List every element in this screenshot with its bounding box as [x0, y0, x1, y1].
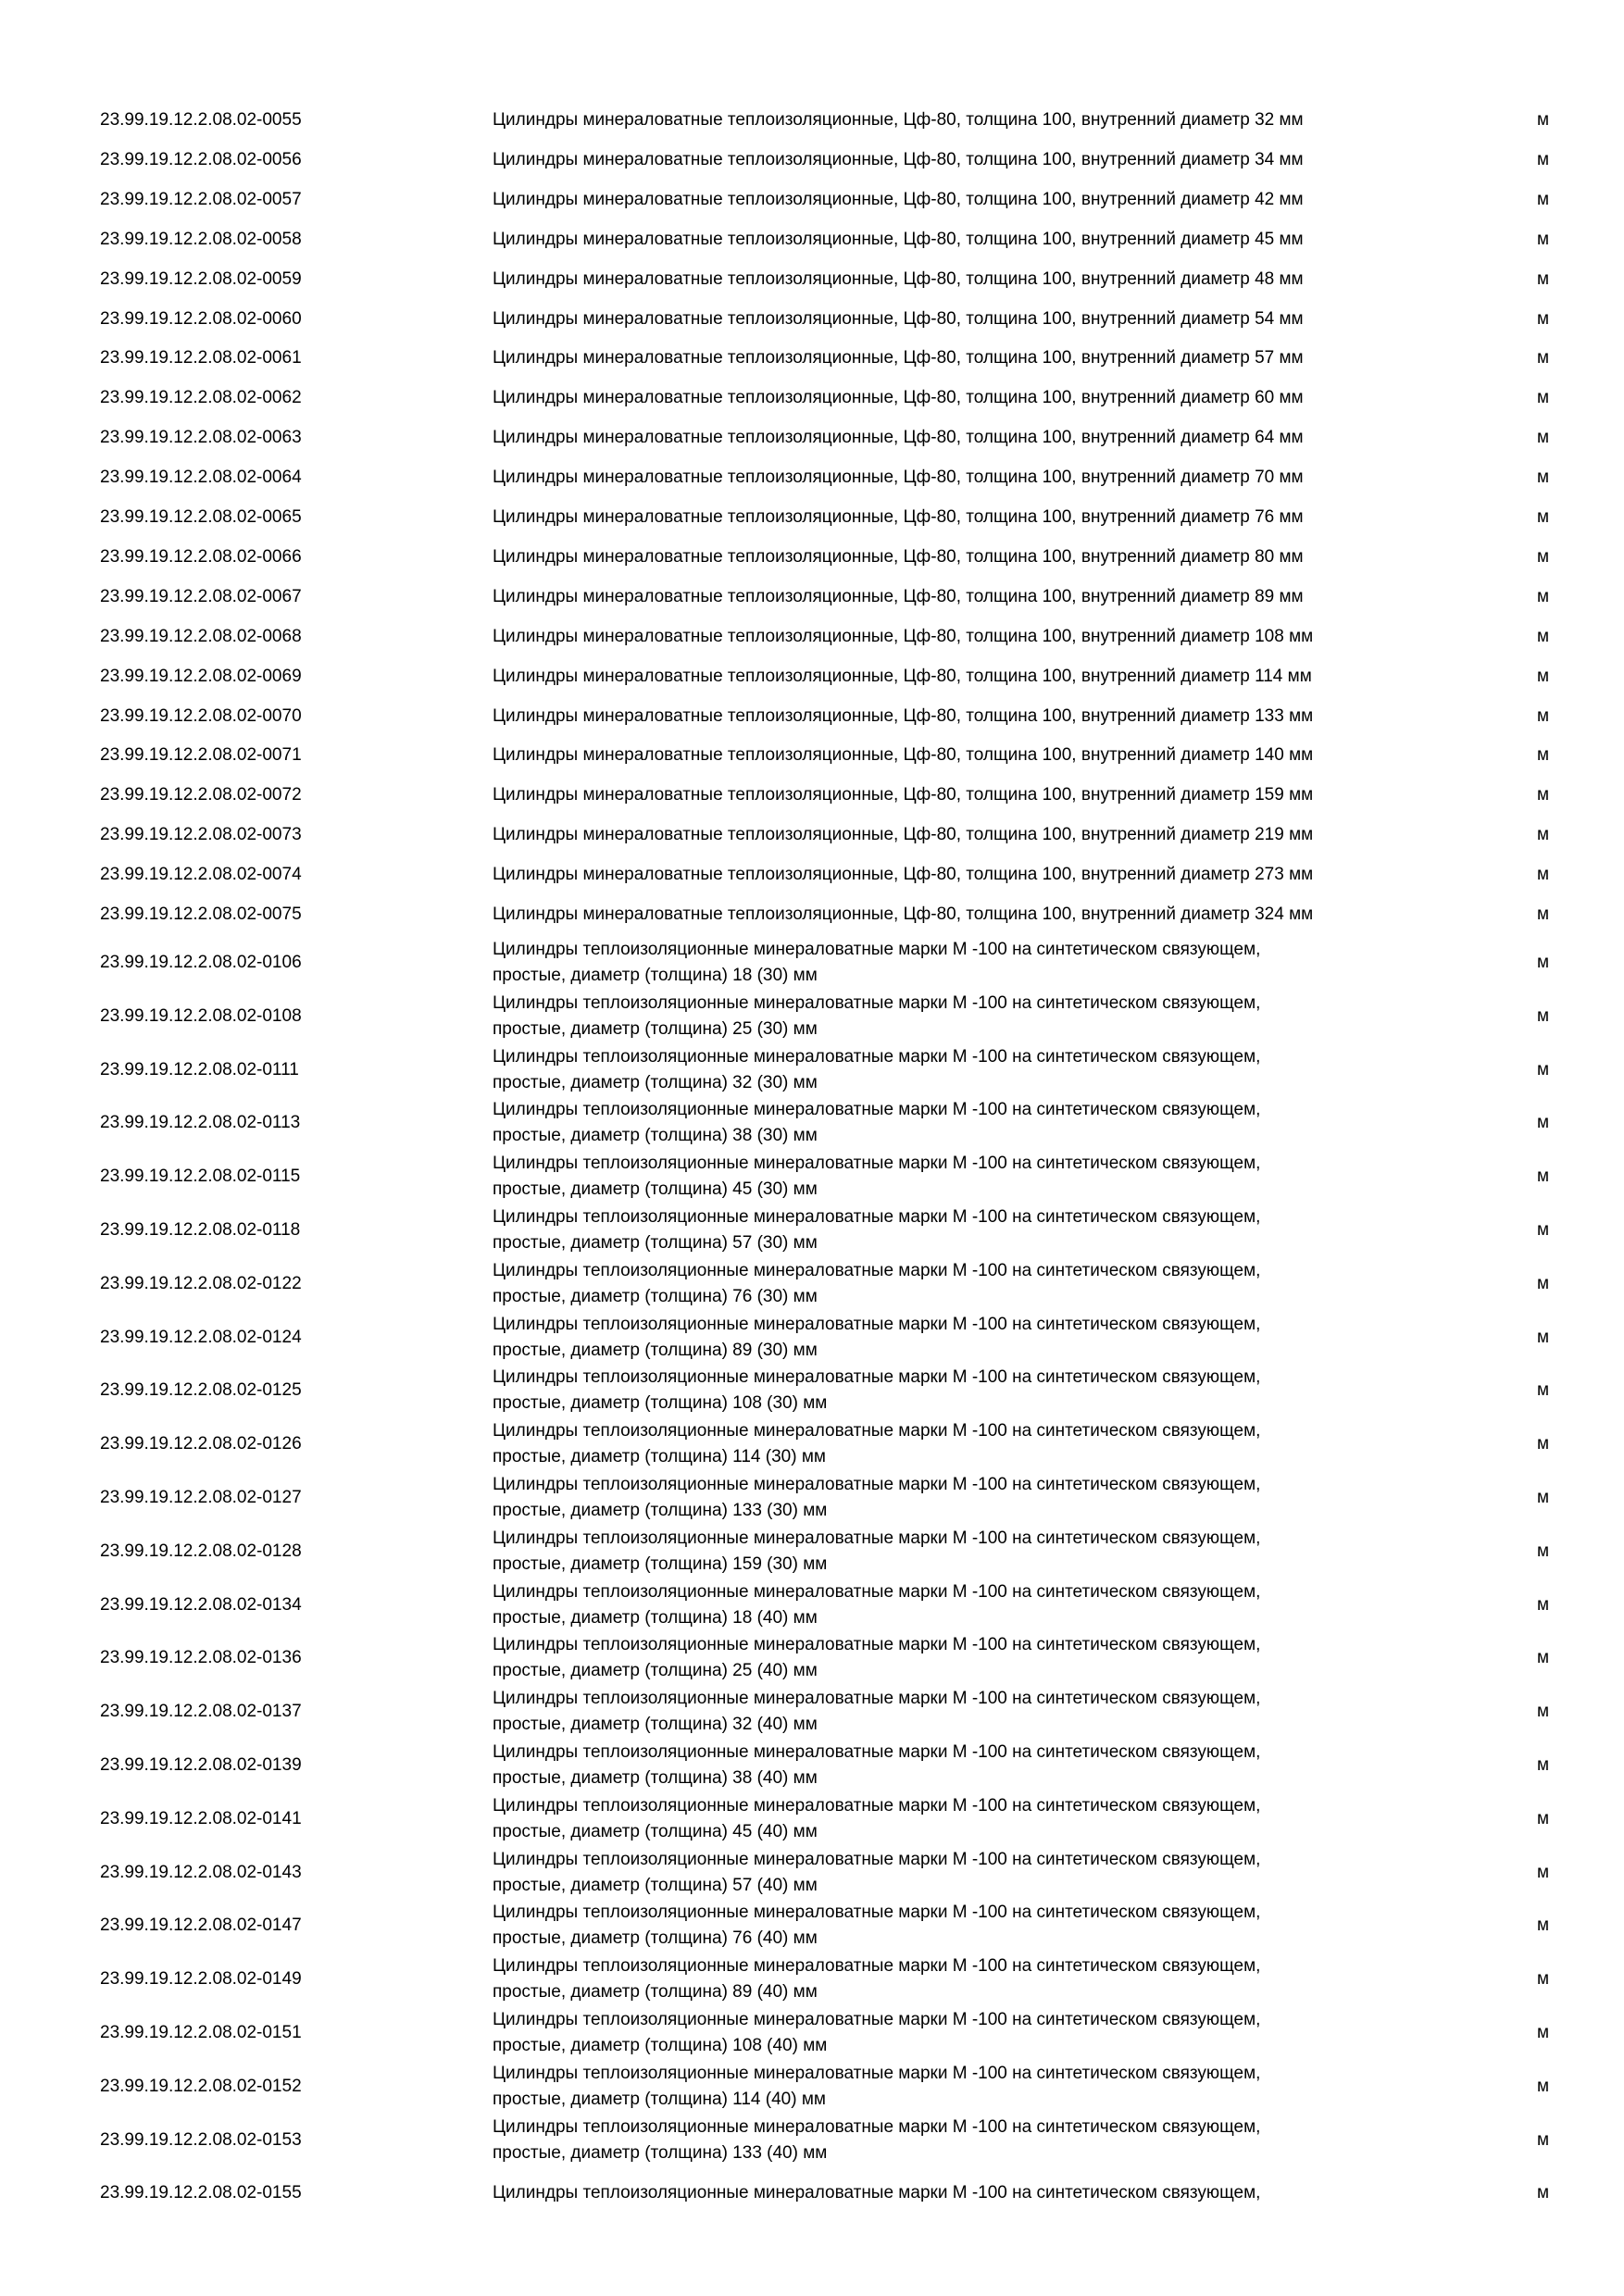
resource-name — [493, 107, 1493, 133]
table-row — [0, 505, 1624, 530]
measure-unit: м — [1537, 865, 1550, 885]
resource-code: 23.99.19.12.2.08.02-0075 — [100, 905, 302, 924]
resource-name-line: Цилиндры минераловатные теплоизоляционные, Цф-80, толщина 100, внутренний диаметр 89 мм — [493, 586, 1304, 606]
resource-code: 23.99.19.12.2.08.02-0055 — [100, 110, 302, 130]
resource-name — [493, 1097, 1493, 1149]
resource-code: 23.99.19.12.2.08.02-0067 — [100, 586, 302, 606]
resource-code: 23.99.19.12.2.08.02-0058 — [100, 229, 302, 249]
resource-name — [493, 544, 1493, 570]
measure-unit: м — [1537, 1755, 1550, 1775]
measure-unit: м — [1537, 1005, 1550, 1026]
resource-name-line: Цилиндры теплоизоляционные минераловатные марки М -100 на синтетическом связующем, — [493, 1581, 1261, 1602]
resource-name-line: Цилиндры минераловатные теплоизоляционные, Цф-80, толщина 100, внутренний диаметр 54 мм — [493, 308, 1304, 329]
resource-name-line: простые, диаметр (толщина) 38 (40) мм — [493, 1768, 818, 1788]
measure-unit: м — [1537, 110, 1550, 130]
measure-unit: м — [1537, 1380, 1550, 1401]
measure-unit: м — [1537, 308, 1550, 329]
resource-name — [493, 345, 1493, 371]
measure-unit: м — [1537, 428, 1550, 448]
measure-unit: м — [1537, 2076, 1550, 2096]
resource-name-line: Цилиндры теплоизоляционные минераловатные марки М -100 на синтетическом связующем, — [493, 1260, 1261, 1280]
resource-name-line: Цилиндры минераловатные теплоизоляционные, Цф-80, толщина 100, внутренний диаметр 70 мм — [493, 468, 1304, 488]
table-row — [0, 2115, 1624, 2166]
table-row — [0, 1900, 1624, 1952]
resource-name-line: простые, диаметр (толщина) 89 (30) мм — [493, 1340, 818, 1360]
resource-name — [493, 937, 1493, 989]
resource-name-line: Цилиндры теплоизоляционные минераловатные марки М -100 на синтетическом связующем, — [493, 1742, 1261, 1762]
table-row — [0, 1365, 1624, 1416]
measure-unit: м — [1537, 825, 1550, 845]
measure-unit: м — [1537, 2023, 1550, 2042]
resource-name — [493, 1579, 1493, 1631]
measure-unit: м — [1537, 1594, 1550, 1615]
table-row — [0, 704, 1624, 730]
resource-code: 23.99.19.12.2.08.02-0124 — [100, 1327, 302, 1347]
resource-name-line: Цилиндры теплоизоляционные минераловатные марки М -100 на синтетическом связующем, — [493, 992, 1261, 1013]
table-row — [0, 425, 1624, 451]
table-row — [0, 991, 1624, 1042]
measure-unit: м — [1537, 953, 1550, 972]
table-row — [0, 187, 1624, 213]
table-row — [0, 1044, 1624, 1096]
resource-code: 23.99.19.12.2.08.02-0139 — [100, 1755, 302, 1775]
resource-name-line: простые, диаметр (толщина) 76 (40) мм — [493, 1928, 818, 1949]
table-row — [0, 1686, 1624, 1738]
measure-unit: м — [1537, 745, 1550, 766]
measure-unit: м — [1537, 2183, 1550, 2203]
resource-name-line: Цилиндры минераловатные теплоизоляционные, Цф-80, толщина 100, внутренний диаметр 64 мм — [493, 428, 1304, 448]
resource-name — [493, 1365, 1493, 1416]
table-row — [0, 1847, 1624, 1899]
table-row — [0, 1953, 1624, 2005]
resource-code: 23.99.19.12.2.08.02-0060 — [100, 308, 302, 329]
resource-name-line: простые, диаметр (толщина) 159 (30) мм — [493, 1554, 828, 1574]
resource-name-line: Цилиндры теплоизоляционные минераловатные марки М -100 на синтетическом связующем, — [493, 1903, 1261, 1923]
measure-unit: м — [1537, 626, 1550, 646]
resource-name — [493, 505, 1493, 530]
resource-name — [493, 862, 1493, 888]
resource-name-line: Цилиндры минераловатные теплоизоляционные, Цф-80, толщина 100, внутренний диаметр 34 мм — [493, 149, 1304, 169]
resource-code: 23.99.19.12.2.08.02-0057 — [100, 189, 302, 209]
measure-unit: м — [1537, 1969, 1550, 1990]
table-row — [0, 2180, 1624, 2206]
table-row — [0, 2007, 1624, 2059]
resource-name-line: Цилиндры теплоизоляционные минераловатные марки М -100 на синтетическом связующем, — [493, 1528, 1261, 1548]
resource-name-line: простые, диаметр (толщина) 108 (40) мм — [493, 2036, 828, 2055]
measure-unit: м — [1537, 586, 1550, 606]
table-row — [0, 267, 1624, 293]
measure-unit: м — [1537, 229, 1550, 249]
measure-unit: м — [1537, 1915, 1550, 1936]
resource-code: 23.99.19.12.2.08.02-0059 — [100, 268, 302, 289]
resource-name — [493, 2115, 1493, 2166]
resource-name — [493, 1900, 1493, 1952]
measure-unit: м — [1537, 1702, 1550, 1722]
resource-name-line: Цилиндры минераловатные теплоизоляционные, Цф-80, толщина 100, внутренний диаметр 159 мм — [493, 785, 1314, 805]
resource-code: 23.99.19.12.2.08.02-0062 — [100, 388, 302, 408]
resource-code: 23.99.19.12.2.08.02-0151 — [100, 2023, 302, 2042]
resource-name — [493, 1204, 1493, 1256]
resource-name — [493, 2007, 1493, 2059]
measure-unit: м — [1537, 705, 1550, 726]
resource-name-line: простые, диаметр (толщина) 18 (30) мм — [493, 966, 818, 985]
resource-name-line: Цилиндры теплоизоляционные минераловатные марки М -100 на синтетическом связующем, — [493, 2010, 1261, 2029]
resource-code: 23.99.19.12.2.08.02-0068 — [100, 626, 302, 646]
table-row — [0, 742, 1624, 768]
resource-name — [493, 991, 1493, 1042]
resource-code: 23.99.19.12.2.08.02-0125 — [100, 1380, 302, 1401]
resource-name-line: простые, диаметр (толщина) 25 (30) мм — [493, 1018, 818, 1039]
resource-name — [493, 1686, 1493, 1738]
measure-unit: м — [1537, 1434, 1550, 1454]
measure-unit: м — [1537, 507, 1550, 527]
resource-code: 23.99.19.12.2.08.02-0063 — [100, 428, 302, 448]
resource-name — [493, 584, 1493, 610]
table-row — [0, 1526, 1624, 1578]
table-row — [0, 1312, 1624, 1364]
table-row — [0, 465, 1624, 491]
measure-unit: м — [1537, 1541, 1550, 1561]
measure-unit: м — [1537, 1113, 1550, 1133]
resource-name-line: Цилиндры теплоизоляционные минераловатные марки М -100 на синтетическом связующем, — [493, 1100, 1261, 1120]
measure-unit: м — [1537, 1327, 1550, 1347]
resource-name-line: Цилиндры теплоизоляционные минераловатные марки М -100 на синтетическом связующем, — [493, 2183, 1261, 2203]
resource-name — [493, 902, 1493, 928]
table-row — [0, 1151, 1624, 1203]
resource-code: 23.99.19.12.2.08.02-0065 — [100, 507, 302, 527]
measure-unit: м — [1537, 1167, 1550, 1187]
resource-name-line: простые, диаметр (толщина) 25 (40) мм — [493, 1661, 818, 1681]
resource-name — [493, 1793, 1493, 1845]
resource-name-line: простые, диаметр (толщина) 76 (30) мм — [493, 1286, 818, 1306]
resource-code: 23.99.19.12.2.08.02-0111 — [100, 1059, 299, 1079]
table-row — [0, 107, 1624, 133]
resource-code: 23.99.19.12.2.08.02-0141 — [100, 1808, 302, 1828]
resource-name-line: простые, диаметр (толщина) 108 (30) мм — [493, 1393, 828, 1414]
measure-unit: м — [1537, 348, 1550, 368]
measure-unit: м — [1537, 1488, 1550, 1507]
resource-name — [493, 1847, 1493, 1899]
table-row — [0, 1418, 1624, 1470]
resource-name-line: простые, диаметр (толщина) 114 (40) мм — [493, 2089, 826, 2109]
resource-name-line: простые, диаметр (толщина) 18 (40) мм — [493, 1607, 818, 1628]
resource-code: 23.99.19.12.2.08.02-0061 — [100, 348, 302, 368]
resource-name-line: простые, диаметр (толщина) 57 (30) мм — [493, 1233, 818, 1253]
resource-name-line: Цилиндры теплоизоляционные минераловатные марки М -100 на синтетическом связующем, — [493, 1795, 1261, 1816]
resource-name — [493, 2180, 1493, 2206]
resource-name-line: Цилиндры теплоизоляционные минераловатные марки М -100 на синтетическом связующем, — [493, 1154, 1261, 1174]
measure-unit: м — [1537, 268, 1550, 289]
measure-unit: м — [1537, 1059, 1550, 1079]
resource-name-line: Цилиндры теплоизоляционные минераловатные марки М -100 на синтетическом связующем, — [493, 1475, 1261, 1494]
resource-name-line: Цилиндры минераловатные теплоизоляционные, Цф-80, толщина 100, внутренний диаметр 140 мм — [493, 745, 1314, 766]
resource-name — [493, 664, 1493, 690]
resource-name-line: Цилиндры минераловатные теплоизоляционные, Цф-80, толщина 100, внутренний диаметр 114 мм — [493, 666, 1312, 686]
measure-unit: м — [1537, 1648, 1550, 1668]
resource-name-line: простые, диаметр (толщина) 57 (40) мм — [493, 1875, 818, 1895]
resource-name — [493, 385, 1493, 411]
resource-code: 23.99.19.12.2.08.02-0069 — [100, 666, 302, 686]
measure-unit: м — [1537, 666, 1550, 686]
resource-name — [493, 1151, 1493, 1203]
table-row — [0, 664, 1624, 690]
resource-code: 23.99.19.12.2.08.02-0155 — [100, 2183, 302, 2203]
measure-unit: м — [1537, 1862, 1550, 1882]
resource-name-line: Цилиндры минераловатные теплоизоляционные, Цф-80, толщина 100, внутренний диаметр 48 мм — [493, 268, 1304, 289]
resource-name-line: Цилиндры минераловатные теплоизоляционные, Цф-80, толщина 100, внутренний диаметр 32 мм — [493, 110, 1304, 130]
resource-name-line: Цилиндры минераловатные теплоизоляционные, Цф-80, толщина 100, внутренний диаметр 42 мм — [493, 189, 1304, 209]
resource-name-line: Цилиндры теплоизоляционные минераловатные марки М -100 на синтетическом связующем, — [493, 1635, 1261, 1655]
resource-code: 23.99.19.12.2.08.02-0122 — [100, 1273, 302, 1293]
resource-name — [493, 822, 1493, 848]
resource-name — [493, 1740, 1493, 1791]
table-row — [0, 1204, 1624, 1256]
table-row — [0, 306, 1624, 332]
resource-code: 23.99.19.12.2.08.02-0152 — [100, 2076, 302, 2096]
table-row — [0, 1740, 1624, 1791]
resource-name — [493, 1258, 1493, 1310]
resource-name — [493, 306, 1493, 332]
resource-name-line: Цилиндры теплоизоляционные минераловатные марки М -100 на синтетическом связующем, — [493, 1207, 1261, 1227]
resource-name-line: Цилиндры минераловатные теплоизоляционные, Цф-80, толщина 100, внутренний диаметр 45 мм — [493, 229, 1304, 249]
resource-name-line: Цилиндры теплоизоляционные минераловатные марки М -100 на синтетическом связующем, — [493, 1956, 1261, 1977]
resource-code: 23.99.19.12.2.08.02-0127 — [100, 1488, 302, 1507]
resource-name-line: Цилиндры теплоизоляционные минераловатные марки М -100 на синтетическом связующем, — [493, 1689, 1261, 1709]
resource-name-line: простые, диаметр (толщина) 38 (30) мм — [493, 1126, 818, 1146]
resource-code: 23.99.19.12.2.08.02-0153 — [100, 2129, 302, 2150]
resource-code: 23.99.19.12.2.08.02-0064 — [100, 468, 302, 488]
table-row — [0, 1579, 1624, 1631]
table-row — [0, 822, 1624, 848]
resource-code: 23.99.19.12.2.08.02-0149 — [100, 1969, 302, 1990]
measure-unit: м — [1537, 149, 1550, 169]
resource-code: 23.99.19.12.2.08.02-0143 — [100, 1862, 302, 1882]
resource-name-line: Цилиндры минераловатные теплоизоляционные, Цф-80, толщина 100, внутренний диаметр 133 мм — [493, 705, 1314, 726]
resource-name-line: Цилиндры теплоизоляционные минераловатные марки М -100 на синтетическом связующем, — [493, 2116, 1261, 2137]
table-row — [0, 1793, 1624, 1845]
resource-name-line: Цилиндры минераловатные теплоизоляционные, Цф-80, толщина 100, внутренний диаметр 57 мм — [493, 348, 1304, 368]
resource-code: 23.99.19.12.2.08.02-0071 — [100, 745, 302, 766]
resource-name-line: простые, диаметр (толщина) 89 (40) мм — [493, 1982, 818, 2003]
resource-name-line: Цилиндры теплоизоляционные минераловатные марки М -100 на синтетическом связующем, — [493, 1421, 1261, 1441]
resource-name-line: Цилиндры минераловатные теплоизоляционные, Цф-80, толщина 100, внутренний диаметр 76 мм — [493, 507, 1304, 527]
resource-name-line: простые, диаметр (толщина) 133 (40) мм — [493, 2142, 828, 2163]
resource-name-line: Цилиндры минераловатные теплоизоляционные, Цф-80, толщина 100, внутренний диаметр 219 мм — [493, 825, 1314, 845]
table-row — [0, 2061, 1624, 2113]
resource-name-line: простые, диаметр (толщина) 45 (30) мм — [493, 1179, 818, 1200]
resource-name-line: Цилиндры теплоизоляционные минераловатные марки М -100 на синтетическом связующем, — [493, 1046, 1261, 1067]
resource-code: 23.99.19.12.2.08.02-0126 — [100, 1434, 302, 1454]
measure-unit: м — [1537, 905, 1550, 924]
resource-name — [493, 1044, 1493, 1096]
resource-name — [493, 624, 1493, 650]
resource-code: 23.99.19.12.2.08.02-0108 — [100, 1005, 302, 1026]
resource-name-line: Цилиндры теплоизоляционные минераловатные марки М -100 на синтетическом связующем, — [493, 1314, 1261, 1334]
table-row — [0, 937, 1624, 989]
table-row — [0, 584, 1624, 610]
resource-name — [493, 425, 1493, 451]
resource-name-line: простые, диаметр (толщина) 32 (30) мм — [493, 1072, 818, 1092]
table-row — [0, 385, 1624, 411]
resource-code: 23.99.19.12.2.08.02-0128 — [100, 1541, 302, 1561]
measure-unit: м — [1537, 546, 1550, 567]
resource-name — [493, 1418, 1493, 1470]
table-row — [0, 902, 1624, 928]
resource-name-line: Цилиндры минераловатные теплоизоляционные, Цф-80, толщина 100, внутренний диаметр 273 мм — [493, 865, 1314, 885]
measure-unit: м — [1537, 1273, 1550, 1293]
resource-code: 23.99.19.12.2.08.02-0147 — [100, 1915, 302, 1936]
table-row — [0, 544, 1624, 570]
table-row — [0, 1258, 1624, 1310]
table-row — [0, 862, 1624, 888]
measure-unit: м — [1537, 388, 1550, 408]
resource-code: 23.99.19.12.2.08.02-0134 — [100, 1594, 302, 1615]
measure-unit: м — [1537, 1220, 1550, 1240]
table-row — [0, 1472, 1624, 1524]
measure-unit: м — [1537, 189, 1550, 209]
table-row — [0, 624, 1624, 650]
resource-name — [493, 782, 1493, 808]
table-row — [0, 345, 1624, 371]
resource-code: 23.99.19.12.2.08.02-0118 — [100, 1220, 301, 1240]
table-row — [0, 1632, 1624, 1684]
resource-name-line: Цилиндры теплоизоляционные минераловатные марки М -100 на синтетическом связующем, — [493, 1367, 1261, 1388]
resource-name-line: Цилиндры теплоизоляционные минераловатные марки М -100 на синтетическом связующем, — [493, 1849, 1261, 1869]
resource-code: 23.99.19.12.2.08.02-0066 — [100, 546, 302, 567]
resource-code: 23.99.19.12.2.08.02-0072 — [100, 785, 302, 805]
resource-code: 23.99.19.12.2.08.02-0056 — [100, 149, 302, 169]
resource-name — [493, 227, 1493, 253]
resource-name — [493, 1312, 1493, 1364]
resource-code: 23.99.19.12.2.08.02-0136 — [100, 1648, 302, 1668]
resource-name — [493, 1472, 1493, 1524]
resource-code: 23.99.19.12.2.08.02-0106 — [100, 953, 302, 972]
resource-name — [493, 1632, 1493, 1684]
measure-unit: м — [1537, 1808, 1550, 1828]
resource-name-line: Цилиндры теплоизоляционные минераловатные марки М -100 на синтетическом связующем, — [493, 2063, 1261, 2083]
resource-code: 23.99.19.12.2.08.02-0137 — [100, 1702, 302, 1722]
resource-name — [493, 2061, 1493, 2113]
table-row — [0, 1097, 1624, 1149]
resource-name-line: Цилиндры минераловатные теплоизоляционные, Цф-80, толщина 100, внутренний диаметр 324 мм — [493, 905, 1314, 924]
resource-name — [493, 187, 1493, 213]
resource-name — [493, 267, 1493, 293]
resource-name-line: простые, диаметр (толщина) 114 (30) мм — [493, 1447, 826, 1467]
resource-name — [493, 147, 1493, 173]
resource-name-line: Цилиндры минераловатные теплоизоляционные, Цф-80, толщина 100, внутренний диаметр 108 мм — [493, 626, 1314, 646]
resource-name-line: простые, диаметр (толщина) 32 (40) мм — [493, 1715, 818, 1735]
resource-name-line: простые, диаметр (толщина) 133 (30) мм — [493, 1501, 828, 1520]
measure-unit: м — [1537, 785, 1550, 805]
resource-code: 23.99.19.12.2.08.02-0070 — [100, 705, 302, 726]
measure-unit: м — [1537, 2129, 1550, 2150]
resource-name-line: Цилиндры теплоизоляционные минераловатные марки М -100 на синтетическом связующем, — [493, 940, 1261, 959]
resource-code: 23.99.19.12.2.08.02-0115 — [100, 1167, 301, 1187]
resource-code: 23.99.19.12.2.08.02-0113 — [100, 1113, 301, 1133]
resource-name-line: Цилиндры минераловатные теплоизоляционные, Цф-80, толщина 100, внутренний диаметр 60 мм — [493, 388, 1304, 408]
resource-code: 23.99.19.12.2.08.02-0074 — [100, 865, 302, 885]
resource-name — [493, 742, 1493, 768]
resource-name — [493, 465, 1493, 491]
table-row — [0, 147, 1624, 173]
resource-name — [493, 1526, 1493, 1578]
table-row — [0, 782, 1624, 808]
resource-name — [493, 1953, 1493, 2005]
resource-name — [493, 704, 1493, 730]
measure-unit: м — [1537, 468, 1550, 488]
resource-name-line: простые, диаметр (толщина) 45 (40) мм — [493, 1821, 818, 1841]
resource-code: 23.99.19.12.2.08.02-0073 — [100, 825, 302, 845]
resource-name-line: Цилиндры минераловатные теплоизоляционные, Цф-80, толщина 100, внутренний диаметр 80 мм — [493, 546, 1304, 567]
table-row — [0, 227, 1624, 253]
